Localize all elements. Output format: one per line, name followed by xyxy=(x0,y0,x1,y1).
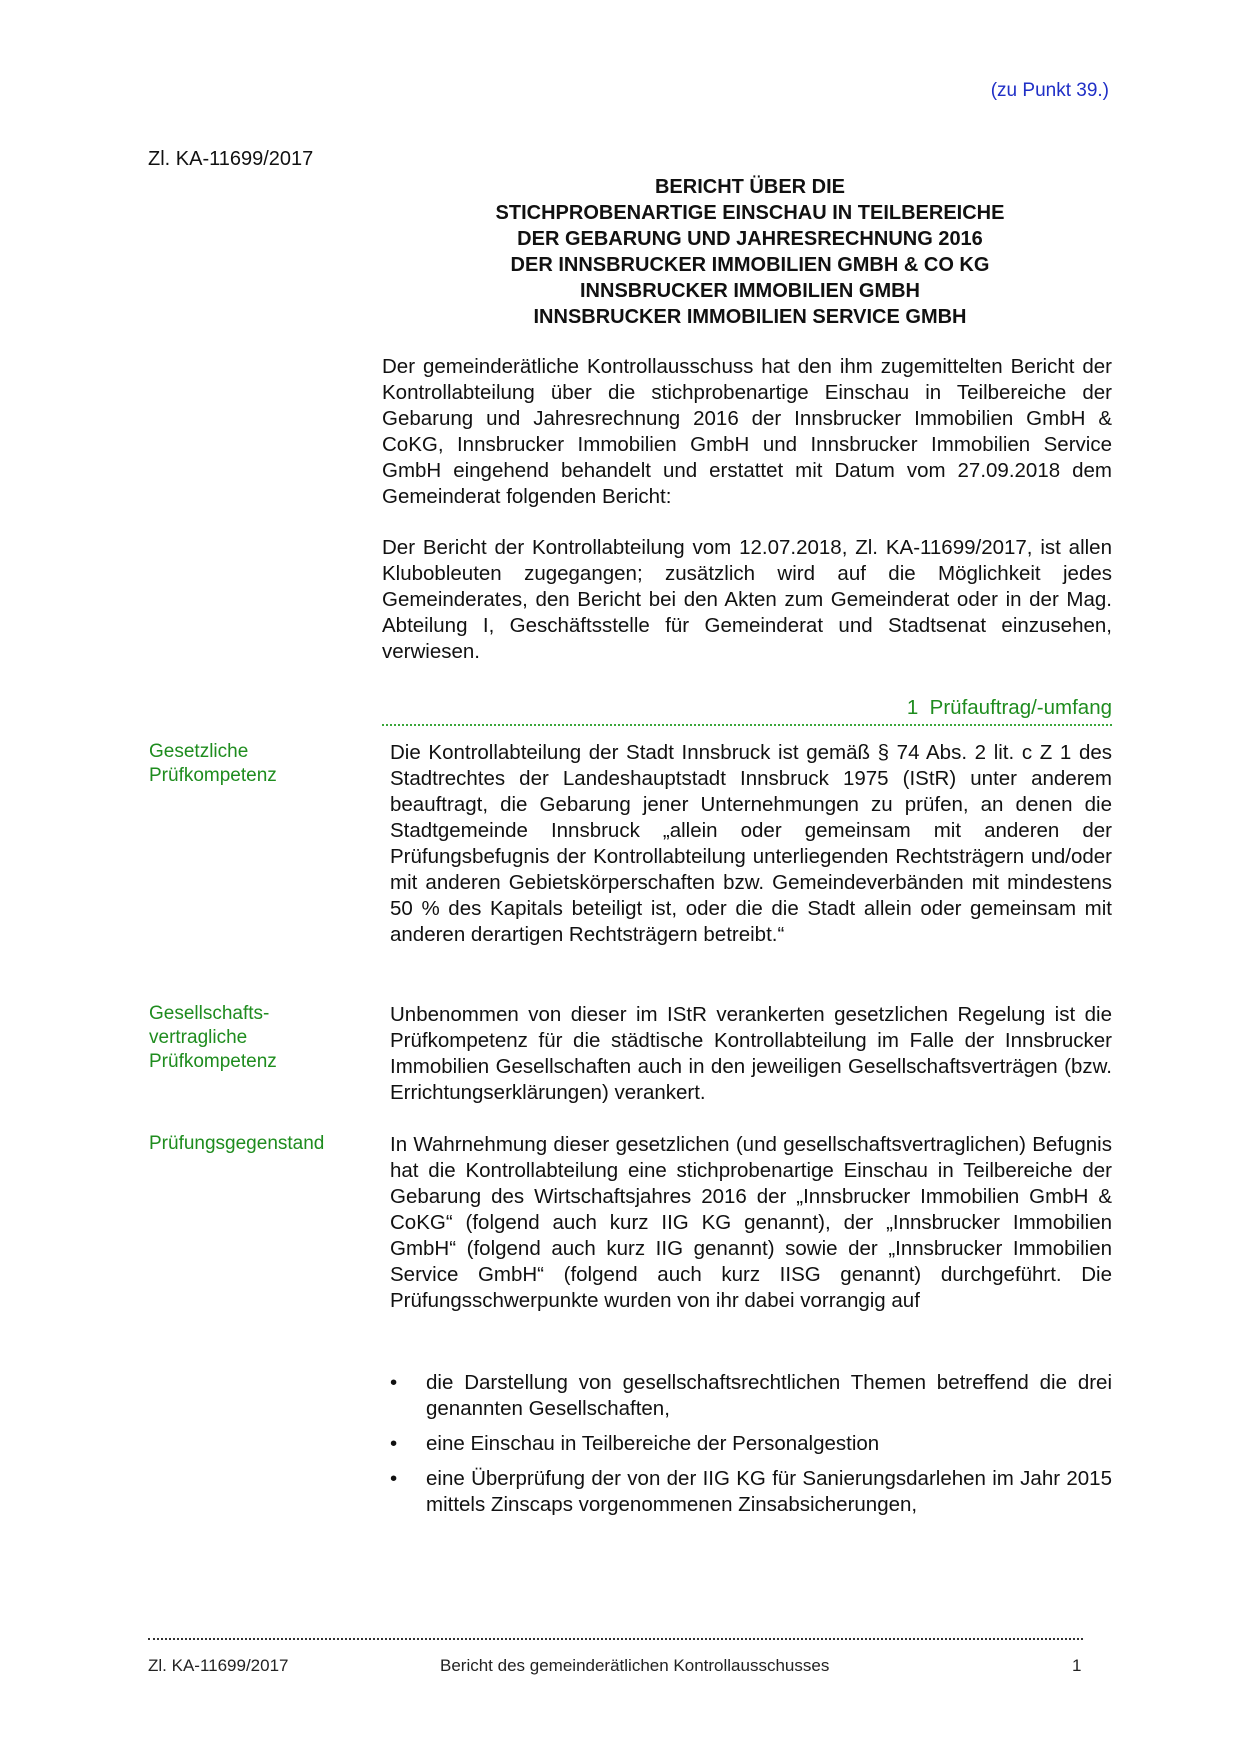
title-line: BERICHT ÜBER DIE xyxy=(654,176,845,198)
list-item-text: eine Überprüfung der von der IIG KG für Sanierungsdarlehen im Jahr 2015 mittels Zinscaps vorgenommenen Zinsabsicherungen, xyxy=(426,1467,1112,1516)
list-item-text: eine Einschau in Teilbereiche der Personalgestion xyxy=(426,1432,880,1455)
page-number: 1 xyxy=(1072,1656,1082,1675)
section-number: 1 xyxy=(906,696,919,719)
list-item xyxy=(390,1431,1112,1457)
list-item-text: die Darstellung von gesellschaftsrechtlichen Themen betreffend die drei genannten Gesellschaften, xyxy=(426,1371,1112,1420)
agenda-reference: (zu Punkt 39.) xyxy=(990,80,1109,101)
bullet-icon: • xyxy=(390,1432,398,1455)
margin-label: Gesetzliche Prüfkompetenz xyxy=(149,741,277,786)
section-heading xyxy=(382,696,1112,726)
footer-title: Bericht des gemeinderätlichen Kontrollausschusses xyxy=(440,1656,830,1675)
title-line: INNSBRUCKER IMMOBILIEN GMBH xyxy=(580,280,920,302)
title-line: STICHPROBENARTIGE EINSCHAU IN TEILBEREICHE xyxy=(495,202,1005,224)
list-item xyxy=(390,1466,1112,1518)
bullet-icon: • xyxy=(390,1467,398,1490)
report-title xyxy=(380,174,1120,330)
section-title: Prüfauftrag/-umfang xyxy=(929,696,1112,719)
body-paragraph: In Wahrnehmung dieser gesetzlichen (und gesellschaftsvertraglichen) Befugnis hat die Kontrollabteilung eine stichprobenartige Einschau in Teilbereiche der Gebarung des Wirtschaftsjahres 2016 der „Innsbrucker Immobilien GmbH & CoKG“ (folgend auch kurz IIG KG genannt), der „Innsbrucker Immobilien GmbH“ (folgend auch kurz IIG genannt) sowie der „Innsbrucker Immobilien Service GmbH“ (folgend auch kurz IISG genannt) durchgeführt. Die Prüfungsschwerpunkte wurden von ihr dabei vorrangig auf xyxy=(390,1133,1112,1312)
body-paragraph: Unbenommen von dieser im IStR verankerten gesetzlichen Regelung ist die Prüfkompetenz für die städtische Kontrollabteilung im Falle der Innsbrucker Immobilien Gesellschaften auch in den jeweiligen Gesellschaftsverträgen (bzw. Errichtungserklärungen) verankert. xyxy=(390,1003,1112,1104)
list-item xyxy=(390,1370,1112,1422)
margin-label: Prüfungsgegenstand xyxy=(149,1133,325,1154)
intro-paragraph: Der gemeinderätliche Kontrollausschuss hat den ihm zugemittelten Bericht der Kontrollabteilung über die stichprobenartige Einschau in Teilbereiche der Gebarung und Jahresrechnung 2016 der Innsbrucker Immobilien GmbH & CoKG, Innsbrucker Immobilien GmbH und Innsbrucker Immobilien Service GmbH eingehend behandelt und erstattet mit Datum vom 27.09.2018 dem Gemeinderat folgenden Bericht: xyxy=(382,355,1112,508)
title-line: INNSBRUCKER IMMOBILIEN SERVICE GMBH xyxy=(533,306,967,328)
footer-divider xyxy=(148,1638,1083,1640)
title-line: DER INNSBRUCKER IMMOBILIEN GMBH & CO KG xyxy=(510,254,990,276)
file-number: Zl. KA-11699/2017 xyxy=(148,148,314,170)
margin-label: Gesellschafts-vertragliche Prüfkompetenz xyxy=(149,1003,277,1072)
body-paragraph: Die Kontrollabteilung der Stadt Innsbruck ist gemäß § 74 Abs. 2 lit. c Z 1 des Stadtrechtes der Landeshauptstadt Innsbruck 1975 (IStR) unter anderem beauftragt, die Gebarung jener Unternehmungen zu prüfen, an denen die Stadtgemeinde Innsbruck „allein oder gemeinsam mit anderen der Prüfungsbefugnis der Kontrollabteilung unterliegenden Rechtsträgern und/oder mit anderen Gebietskörperschaften bzw. Gemeindeverbänden mit mindestens 50 % des Kapitals beteiligt ist, oder die die Stadt allein oder gemeinsam mit anderen derartigen Rechtsträgern betreibt.“ xyxy=(390,741,1112,946)
intro-paragraph: Der Bericht der Kontrollabteilung vom 12.07.2018, Zl. KA-11699/2017, ist allen Klubobleuten zugegangen; zusätzlich wird auf die Möglichkeit jedes Gemeinderates, den Bericht bei den Akten zum Gemeinderat oder in der Mag. Abteilung I, Geschäftsstelle für Gemeinderat und Stadtsenat einzusehen, verwiesen. xyxy=(382,536,1112,663)
bullet-icon: • xyxy=(390,1371,398,1394)
title-line: DER GEBARUNG UND JAHRESRECHNUNG 2016 xyxy=(517,228,983,250)
footer-file-number: Zl. KA-11699/2017 xyxy=(148,1656,289,1675)
focus-list xyxy=(390,1370,1112,1527)
